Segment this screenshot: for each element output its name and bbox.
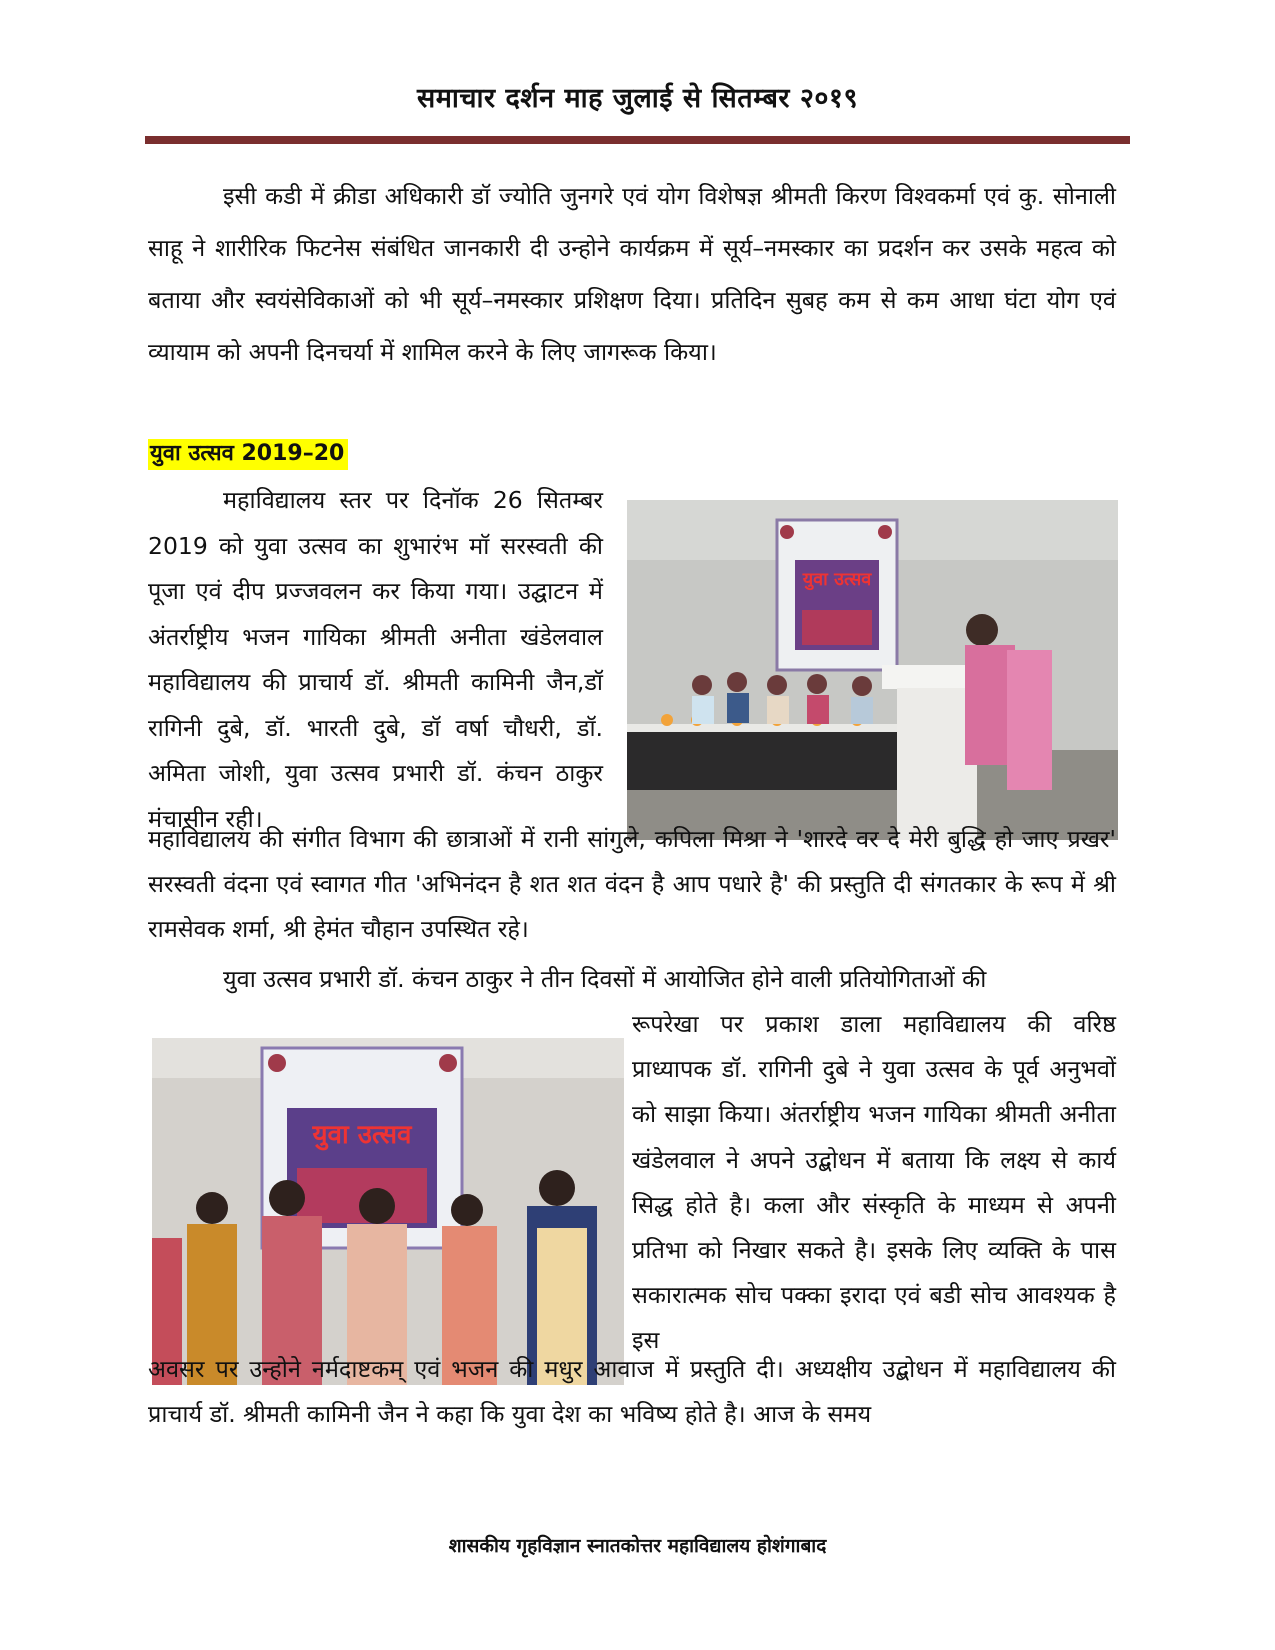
event-photo-stage-illustration (627, 500, 1118, 840)
page-footer: शासकीय गृहविज्ञान स्नातकोत्तर महाविद्यालय होशंगाबाद (448, 1535, 827, 1557)
event-photo-felicitation-illustration (152, 1038, 624, 1385)
paragraph-fitness: इसी कडी में क्रीडा अधिकारी डॉ ज्योति जुनगरे एवं योग विशेषज्ञ श्रीमती किरण विश्वकर्मा एवं कु. सोनाली साहू ने शारीरिक फिटनेस संबंधित जानकारी दी उन्होने कार्यक्रम में सूर्य–नमस्कार का प्रदर्शन कर उसके महत्व को बताया और स्वयंसेविकाओं को भी सूर्य–नमस्कार प्रशिक्षण दिया। प्रतिदिन सुबह कम से कम आधा घंटा योग एवं व्यायाम को अपनी दिनचर्या में शामिल करने के लिए जागरूक किया। (148, 182, 1116, 366)
paragraph-saraswati-vandana: महाविद्यालय की संगीत विभाग की छात्राओं में रानी सांगुले, कपिला मिश्रा ने 'शारदे वर दे मेरी बुद्धि हो जाए प्रखर' सरस्वती वंदना एवं स्वागत गीत 'अभिनंदन है शत शत वंदन है आप पधारे है' की प्रस्तुति दी संगतकार के रूप में श्री रामसेवक शर्मा, श्री हेमंत चौहान उपस्थित रहे। (148, 825, 1116, 943)
paragraph-incharge-intro: युवा उत्सव प्रभारी डॉ. कंचन ठाकुर ने तीन दिवसों में आयोजित होने वाली प्रतियोगिताओं की (223, 965, 987, 993)
banner-text: युवा उत्सव (312, 1120, 412, 1150)
event-photo-felicitation (152, 1038, 624, 1385)
paragraph-speakers: रूपरेखा पर प्रकाश डाला महाविद्यालय की वरिष्ठ प्राध्यापक डॉ. रागिनी दुबे ने युवा उत्सव के पूर्व अनुभवों को साझा किया। अंतर्राष्ट्रीय भजन गायिका श्रीमती अनीता खंडेलवाल ने अपने उद्बोधन में बताया कि लक्ष्य से कार्य सिद्ध होते है। कला और संस्कृति के माध्यम से अपनी प्रतिभा को निखार सकते है। इसके लिए व्यक्ति के पास सकारात्मक सोच पक्का इरादा एवं बडी सोच आवश्यक है इस (632, 1010, 1116, 1355)
banner-text: युवा उत्सव (802, 569, 872, 590)
page-title: समाचार दर्शन माह जुलाई से सितम्बर २०१९ (416, 83, 858, 114)
header-divider (145, 136, 1130, 144)
paragraph-inauguration: महाविद्यालय स्तर पर दिनॉक 26 सितम्बर 2019 को युवा उत्सव का शुभारंभ मॉ सरस्वती की पूजा एवं दीप प्रज्जवलन कर किया गया। उद्घाटन में अंतर्राष्ट्रीय भजन गायिका श्रीमती अनीता खंडेलवाल महाविद्यालय की प्राचार्य डॉ. श्रीमती कामिनी जैन,डॉ रागिनी दुबे, डॉ. भारती दुबे, डॉ वर्षा चौधरी, डॉ. अमिता जोशी, युवा उत्सव प्रभारी डॉ. कंचन ठाकुर मंचासीन रही। (148, 486, 603, 833)
event-photo-stage (627, 500, 1118, 840)
paragraph-principal-address: अवसर पर उन्होने नर्मदाष्टकम् एवं भजन की मधुर आवाज में प्रस्तुति दी। अध्यक्षीय उद्बोधन में महाविद्यालय की प्राचार्य डॉ. श्रीमती कामिनी जैन ने कहा कि युवा देश का भविष्य होते है। आज के समय (148, 1355, 1116, 1428)
section-heading-yuva-utsav: युवा उत्सव 2019–20 (148, 439, 348, 470)
